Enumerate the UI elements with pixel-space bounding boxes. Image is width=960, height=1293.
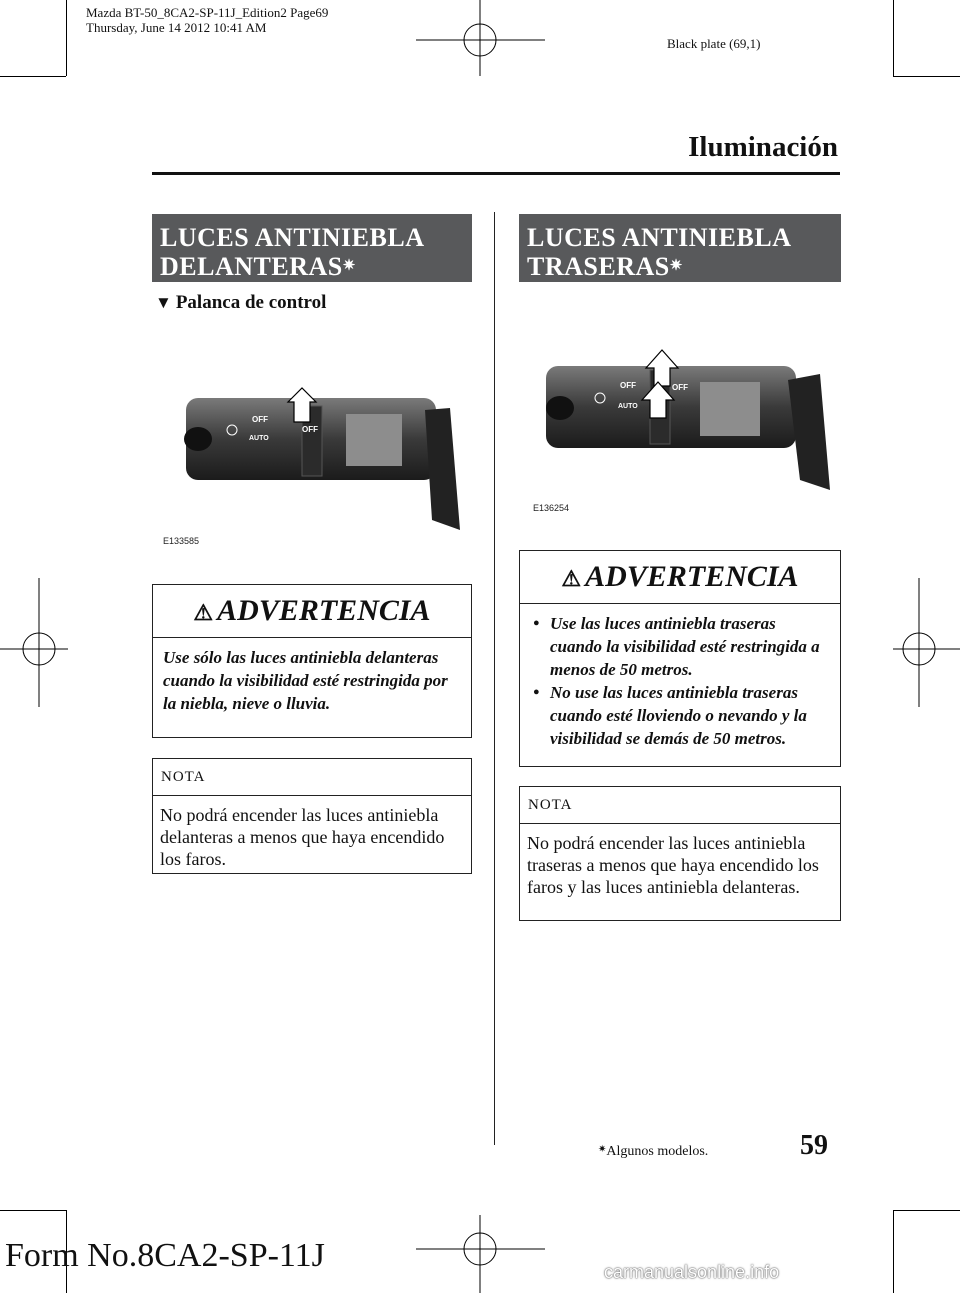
front-fog-warning-label: ADVERTENCIA (217, 594, 431, 627)
rear-fog-warning-box (519, 550, 841, 767)
footnote (598, 1144, 708, 1160)
front-fog-heading-line2: DELANTERAS (160, 252, 343, 281)
lever-label-off: OFF (620, 381, 636, 390)
front-fog-note-title: NOTA (153, 759, 471, 796)
rear-fog-figure-code: E136254 (533, 503, 570, 513)
rear-fog-heading-line2: TRASERAS (527, 252, 670, 281)
rear-fog-lever-illustration (520, 330, 840, 520)
front-fog-warning-box (152, 584, 472, 738)
front-fog-heading (152, 214, 472, 282)
header-rule (152, 172, 840, 175)
rear-fog-warning-list (520, 604, 840, 760)
rear-fog-lever-figure (520, 330, 840, 520)
section-title: Iluminación (688, 131, 838, 163)
front-fog-figure-code: E133585 (163, 536, 200, 546)
rear-fog-warning-title (520, 551, 840, 604)
optional-star-icon: ✷ (669, 258, 683, 274)
lever-label-off-fog: OFF (302, 425, 318, 434)
rear-fog-warning-item: ● No use las luces antiniebla traseras cuando esté lloviendo o nevando y la visibilidad se demás de 50 metros. (550, 681, 830, 750)
rear-fog-warning-item: ● Use las luces antiniebla traseras cuando la visibilidad esté restringida a menos de 50 metros. (550, 612, 830, 681)
front-fog-note-text: No podrá encender las luces antiniebla delanteras a menos que haya encendido los faros. (160, 805, 445, 869)
rear-fog-note-text: No podrá encender las luces antiniebla traseras a menos que haya encendido los faros y las luces antiniebla delanteras. (527, 833, 819, 897)
page-number: 59 (800, 1130, 828, 1161)
front-fog-lever-figure (150, 330, 472, 550)
watermark: carmanualsonline.info (604, 1262, 780, 1282)
front-fog-note-box (152, 758, 472, 874)
print-meta (86, 5, 328, 35)
control-lever-subheading-text: Palanca de control (175, 292, 327, 313)
plate-label: Black plate (69,1) (667, 36, 761, 51)
lever-label-auto: AUTO (249, 435, 269, 442)
front-fog-warning-title (153, 585, 471, 638)
footnote-star-icon: ✷ (598, 1144, 607, 1155)
warning-triangle-icon: ⚠ (561, 566, 582, 591)
footnote-text: Algunos modelos. (606, 1144, 709, 1159)
print-meta-line2: Thursday, June 14 2012 10:41 AM (86, 20, 267, 35)
warning-triangle-icon: ⚠ (193, 600, 214, 625)
rear-fog-note-box (519, 786, 841, 921)
triangle-marker-icon: ▼ (155, 293, 172, 312)
lever-label-off: OFF (252, 415, 268, 424)
column-divider (494, 212, 495, 1145)
lever-label-auto: AUTO (618, 403, 638, 410)
print-meta-line1: Mazda BT-50_8CA2-SP-11J_Edition2 Page69 (86, 5, 329, 20)
front-fog-warning-text: Use sólo las luces antiniebla delanteras cuando la visibilidad esté restringida por la niebla, nieve o lluvia. (163, 648, 448, 713)
optional-star-icon: ✷ (342, 258, 356, 274)
rear-fog-heading-line1: LUCES ANTINIEBLA (527, 223, 792, 252)
front-fog-lever-illustration (150, 330, 472, 550)
lever-label-off-fog: OFF (672, 383, 688, 392)
rear-fog-warning-label: ADVERTENCIA (585, 560, 799, 593)
form-number: Form No.8CA2-SP-11J (5, 1237, 325, 1274)
rear-fog-note-title: NOTA (520, 787, 840, 824)
front-fog-heading-line1: LUCES ANTINIEBLA (160, 223, 425, 252)
control-lever-subheading (155, 292, 326, 314)
rear-fog-heading (519, 214, 841, 282)
